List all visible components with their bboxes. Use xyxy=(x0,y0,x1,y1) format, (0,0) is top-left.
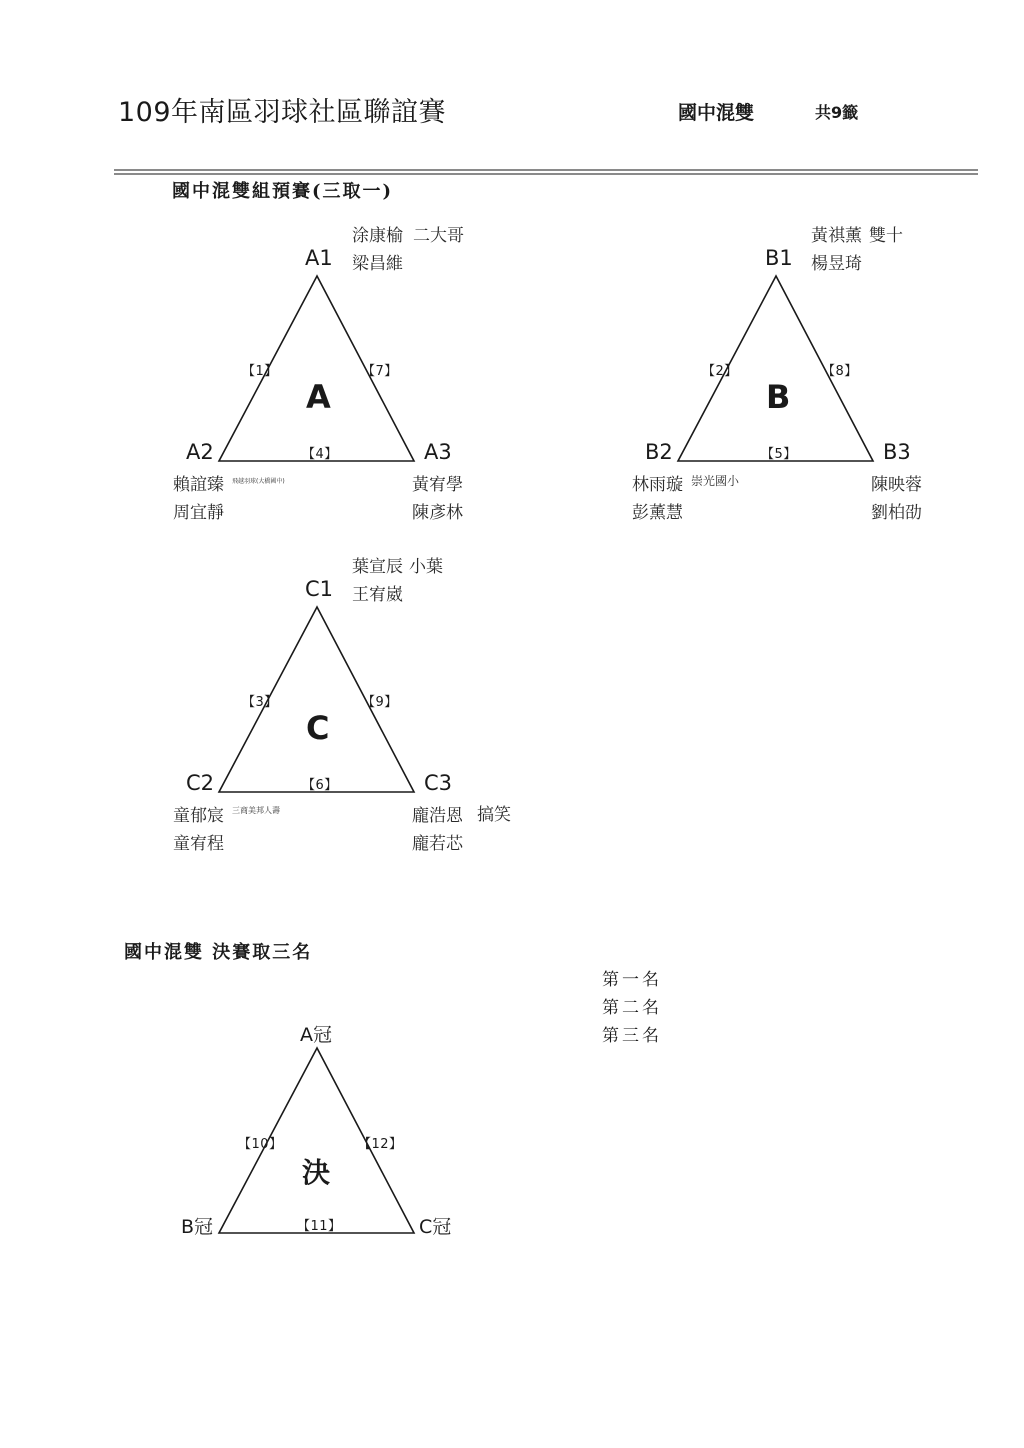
a1-club: 二大哥 xyxy=(413,226,464,246)
c3-player-1: 龐浩恩 xyxy=(412,806,463,826)
group-b-letter: B xyxy=(766,378,791,416)
category-label: 國中混雙 xyxy=(678,102,755,124)
a2-position: A2 xyxy=(186,440,214,464)
b1-player-1: 黃祺薰 xyxy=(811,226,862,246)
b3-position: B3 xyxy=(883,440,911,464)
match-10-label: 【10】 xyxy=(238,1137,283,1152)
match-5-label: 【5】 xyxy=(761,447,797,462)
b3-player-2: 劉柏劭 xyxy=(871,503,922,523)
b1-player-2: 楊昱琦 xyxy=(811,254,862,274)
a3-player-1: 黃宥學 xyxy=(412,475,463,495)
match-3-label: 【3】 xyxy=(242,695,278,710)
b1-club: 雙十 xyxy=(869,226,903,246)
page-title: 109年南區羽球社區聯誼賽 xyxy=(118,97,447,128)
a2-club: 飛越羽球(大橋國中) xyxy=(232,478,285,485)
match-1-label: 【1】 xyxy=(242,364,278,379)
b1-position: B1 xyxy=(765,246,793,270)
b2-player-1: 林雨璇 xyxy=(632,475,683,495)
b3-player-1: 陳映蓉 xyxy=(871,475,922,495)
c2-player-1: 童郁宸 xyxy=(173,806,224,826)
a2-player-1: 賴誼臻 xyxy=(173,475,224,495)
draw-count: 共9籤 xyxy=(815,103,859,122)
c1-position: C1 xyxy=(305,577,334,601)
match-2-label: 【2】 xyxy=(702,364,738,379)
rank-third: 第三名 xyxy=(602,1026,662,1046)
rank-first: 第一名 xyxy=(602,970,662,990)
a2-player-2: 周宜靜 xyxy=(173,503,224,523)
match-6-label: 【6】 xyxy=(302,778,338,793)
c3-player-2: 龐若芯 xyxy=(412,834,463,854)
b2-player-2: 彭薰慧 xyxy=(632,503,683,523)
a1-player-1: 涂康榆 xyxy=(352,226,403,246)
a1-position: A1 xyxy=(305,246,333,270)
b2-club: 崇光國小 xyxy=(691,474,740,488)
c2-club: 三商美邦人壽 xyxy=(232,806,280,815)
b2-position: B2 xyxy=(645,440,673,464)
match-12-label: 【12】 xyxy=(358,1137,403,1152)
group-a-letter: A xyxy=(306,378,331,416)
group-c-letter: C xyxy=(306,709,330,747)
c1-player-2: 王宥崴 xyxy=(352,585,403,605)
final-left-position: B冠 xyxy=(181,1216,214,1238)
a3-player-2: 陳彥林 xyxy=(412,503,463,523)
a3-position: A3 xyxy=(424,440,452,464)
match-11-label: 【11】 xyxy=(297,1219,342,1234)
a1-player-2: 梁昌維 xyxy=(352,254,403,274)
final-letter: 決 xyxy=(302,1156,331,1189)
c2-position: C2 xyxy=(186,771,215,795)
rank-second: 第二名 xyxy=(602,998,662,1018)
c3-club: 搞笑 xyxy=(477,805,511,825)
match-4-label: 【4】 xyxy=(302,447,338,462)
c1-club: 小葉 xyxy=(409,557,443,577)
match-9-label: 【9】 xyxy=(362,695,398,710)
final-top-position: A冠 xyxy=(300,1024,332,1046)
match-8-label: 【8】 xyxy=(822,364,858,379)
prelim-section-title: 國中混雙組預賽(三取一) xyxy=(172,181,394,202)
final-right-position: C冠 xyxy=(419,1216,452,1238)
c3-position: C3 xyxy=(424,771,453,795)
c2-player-2: 童宥程 xyxy=(173,834,224,854)
final-section-title: 國中混雙 決賽取三名 xyxy=(124,942,313,963)
c1-player-1: 葉宣辰 xyxy=(352,557,403,577)
match-7-label: 【7】 xyxy=(362,364,398,379)
